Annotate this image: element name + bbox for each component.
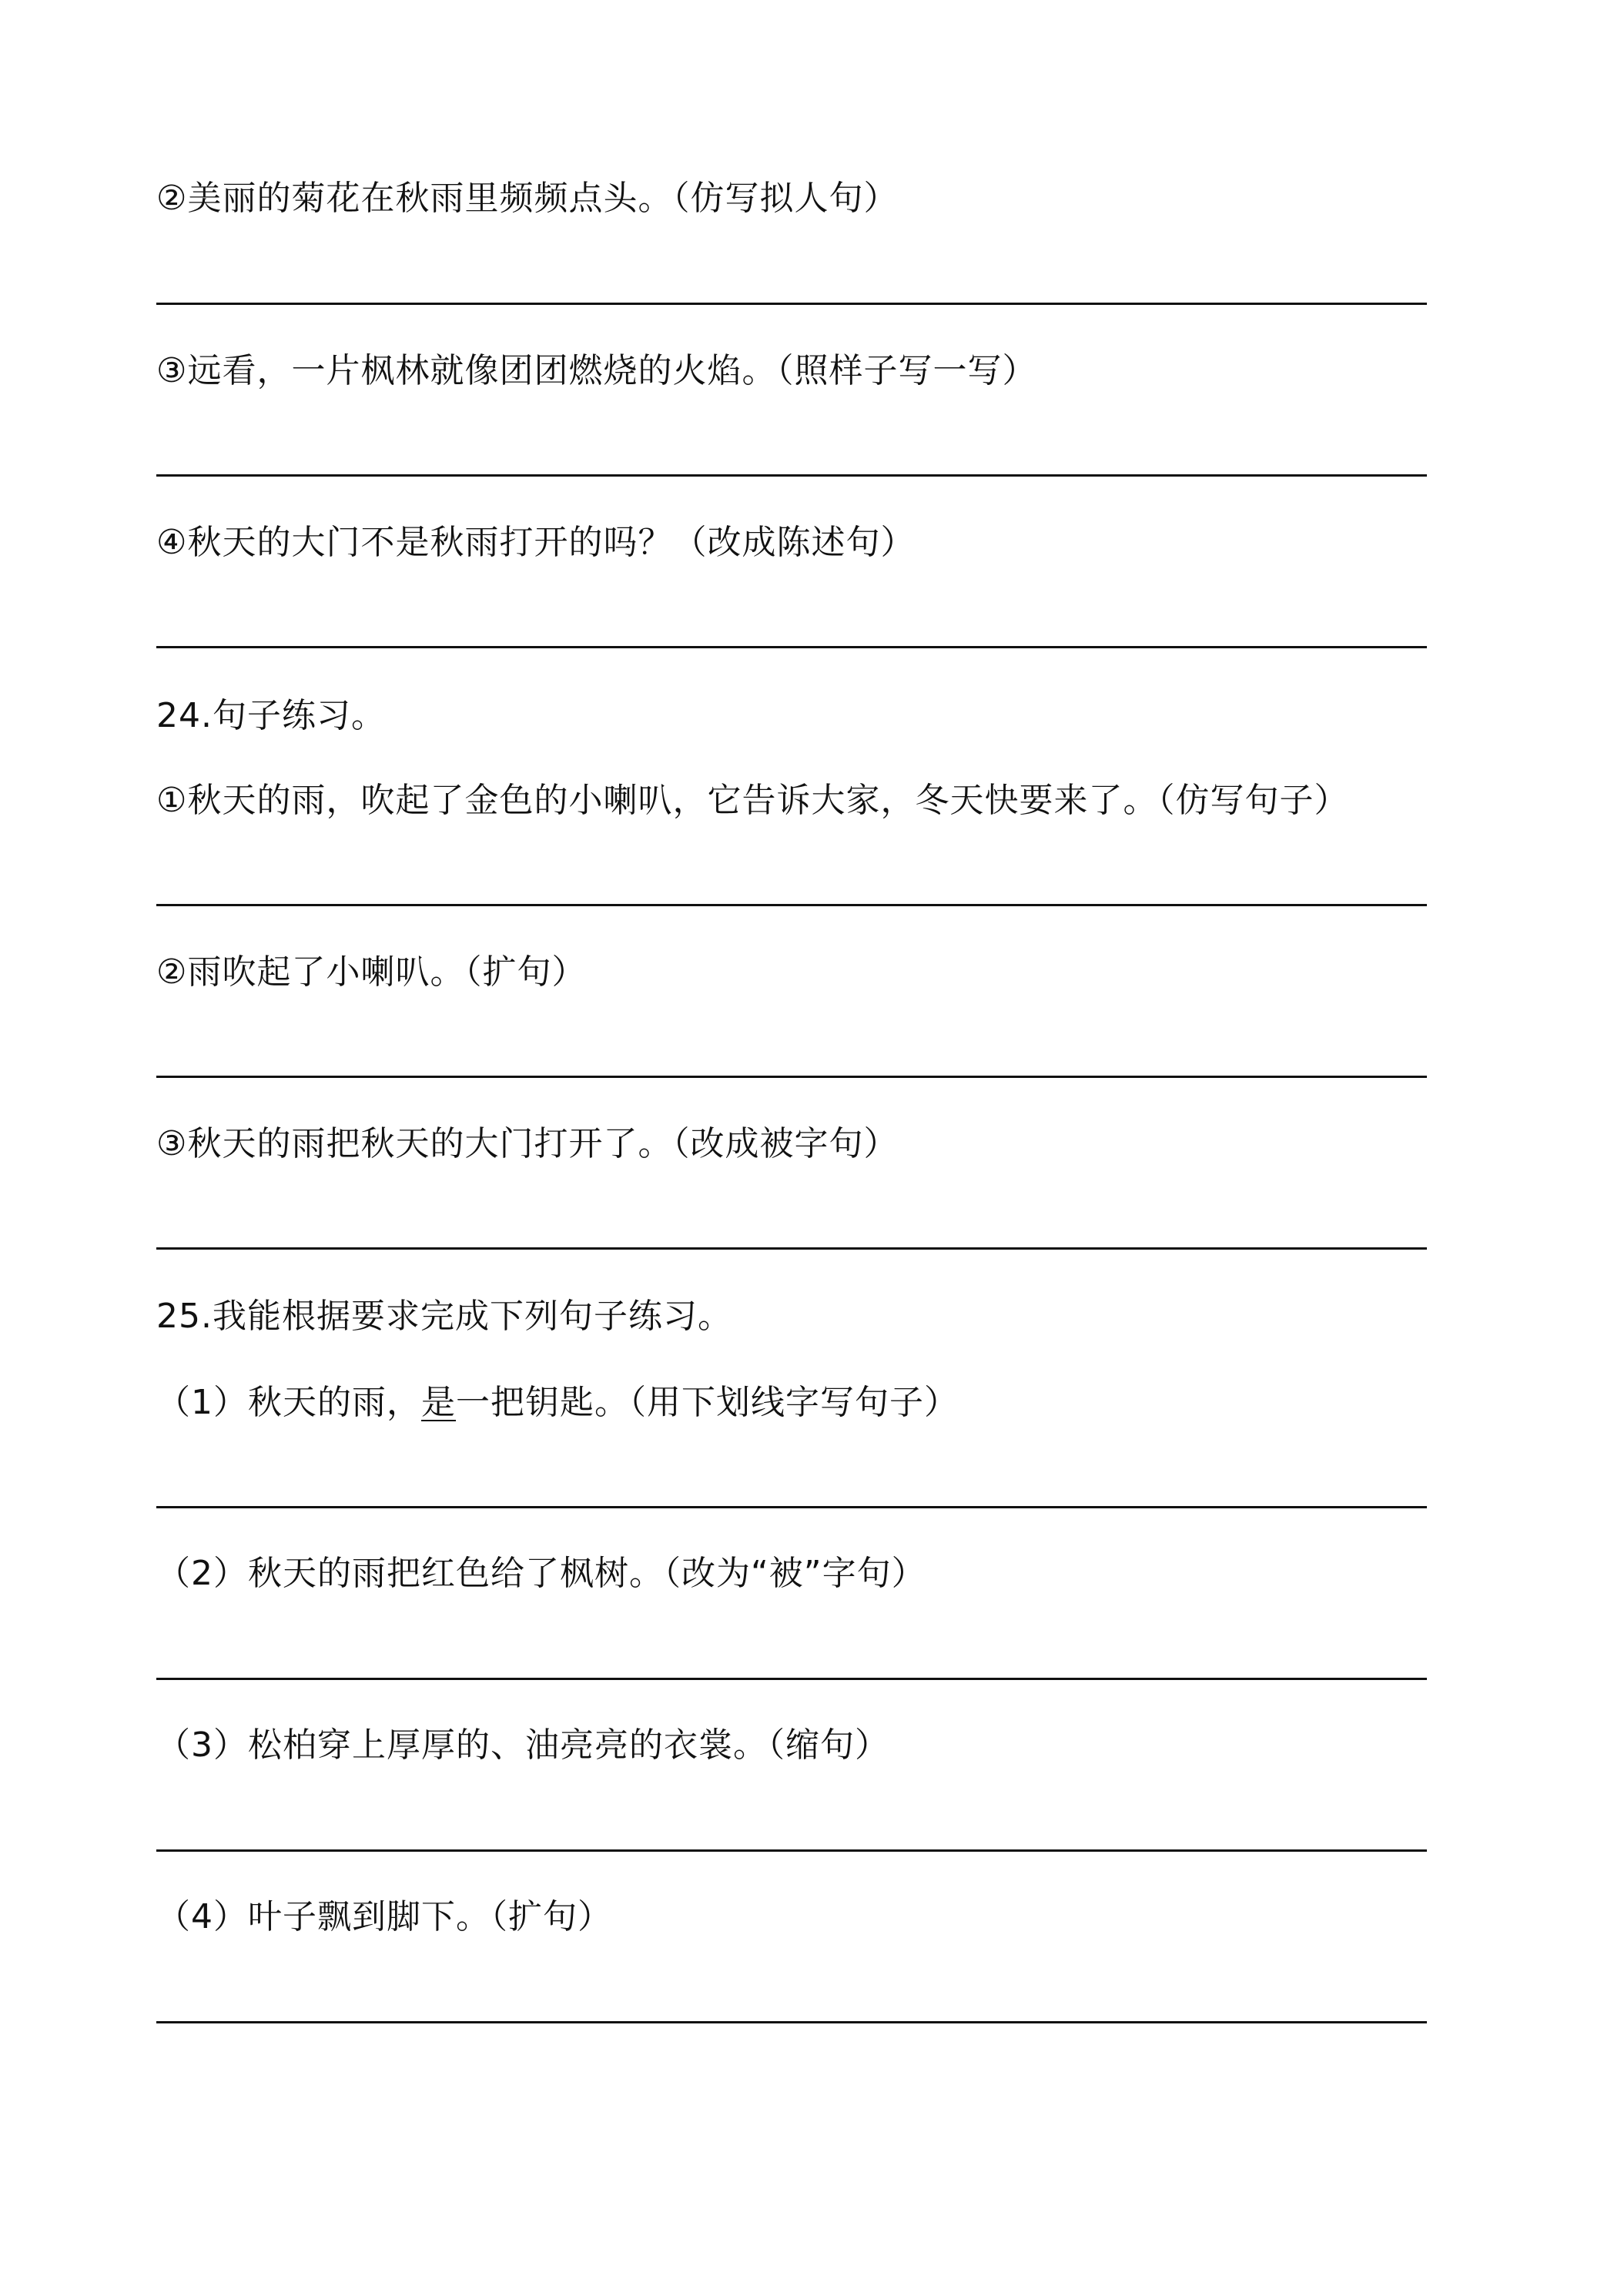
q24-title: 24.句子练习。 (156, 696, 386, 735)
q25-item-1 (156, 1380, 959, 1426)
answer-line-q25-1[interactable] (156, 1506, 1427, 1508)
q25-item-2: （2）秋天的雨把红色给了枫树。（改为“被”字句） (156, 1554, 926, 1593)
q24-item-3: ③秋天的雨把秋天的大门打开了。（改成被字句） (156, 1124, 899, 1163)
answer-line-q24-2[interactable] (156, 1076, 1427, 1078)
answer-line-q25-2[interactable] (156, 1678, 1427, 1680)
answer-line-q23-3[interactable] (156, 474, 1427, 477)
q23-item-3: ③远看，一片枫林就像团团燃烧的火焰。（照样子写一写） (156, 351, 1037, 390)
q25-item-1-after: 一把钥匙。（用下划线字写句子） (456, 1383, 959, 1422)
answer-line-q25-3[interactable] (156, 1849, 1427, 1852)
q24-item-1: ①秋天的雨，吹起了金色的小喇叭，它告诉大家，冬天快要来了。（仿写句子） (156, 781, 1349, 820)
q25-item-1-underlined-word: 是 (421, 1383, 456, 1422)
q25-title: 25.我能根据要求完成下列句子练习。 (156, 1297, 732, 1336)
answer-line-q24-3[interactable] (156, 1247, 1427, 1250)
q25-item-4: （4）叶子飘到脚下。（扩句） (156, 1897, 612, 1936)
q23-item-4: ④秋天的大门不是秋雨打开的吗？（改成陈述句） (156, 523, 916, 562)
answer-line-q23-2[interactable] (156, 303, 1427, 305)
q24-item-2: ②雨吹起了小喇叭。（扩句） (156, 952, 587, 992)
q25-item-3: （3）松柏穿上厚厚的、油亮亮的衣裳。（缩句） (156, 1725, 889, 1765)
answer-line-q24-1[interactable] (156, 904, 1427, 906)
answer-line-q25-4[interactable] (156, 2021, 1427, 2023)
q23-item-2: ②美丽的菊花在秋雨里频频点头。（仿写拟人句） (156, 179, 899, 218)
answer-line-q23-4[interactable] (156, 646, 1427, 648)
q25-item-1-before: （1）秋天的雨， (156, 1383, 421, 1422)
